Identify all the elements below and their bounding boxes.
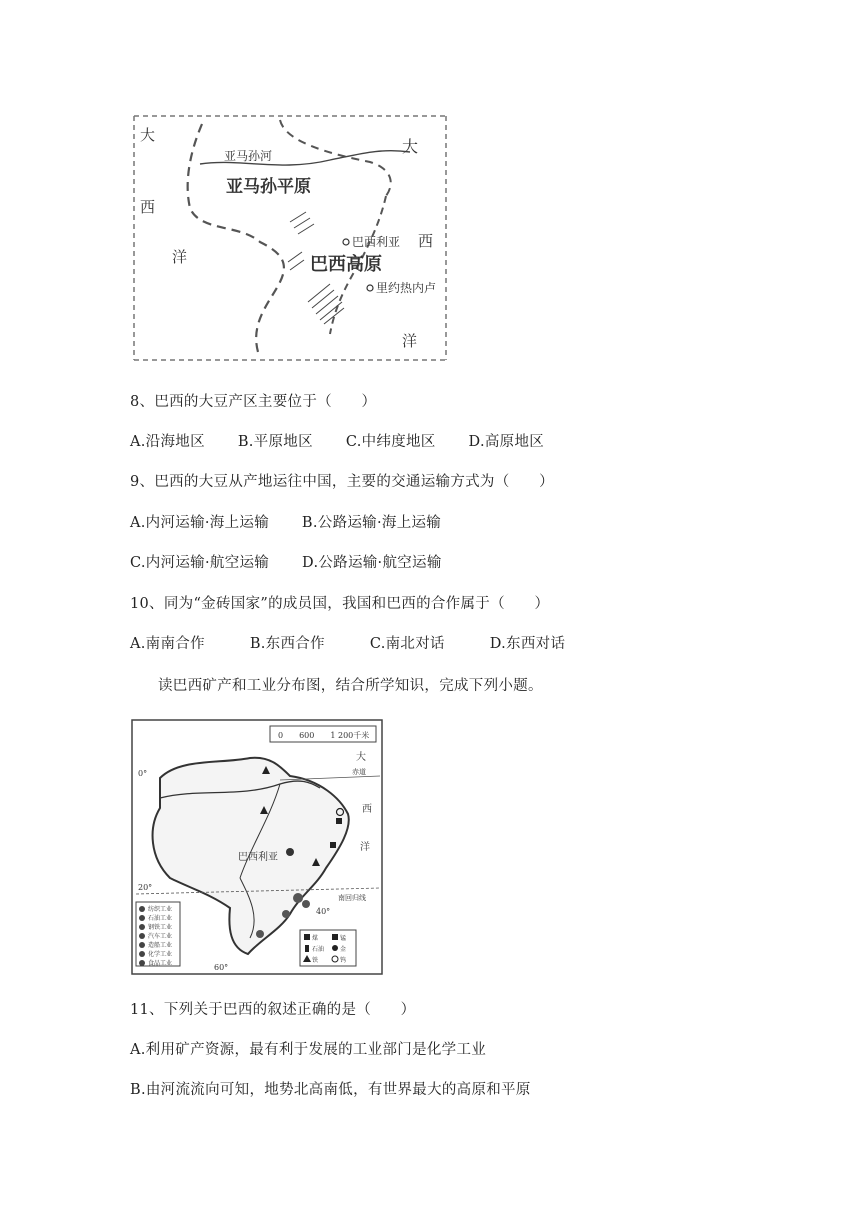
question-9-stem: 9、巴西的大豆从产地运往中国，主要的交通运输方式为（ ） — [130, 474, 554, 490]
legend-industry-3: 汽车工业 — [148, 933, 173, 940]
question-10-options — [130, 634, 593, 654]
label-rio: 里约热内卢 — [376, 281, 437, 295]
ocean-label-2: 西 — [362, 804, 372, 815]
option-8b[interactable]: B.平原地区 — [237, 434, 313, 450]
legend-industry-5: 化学工业 — [148, 951, 173, 958]
brazil-terrain-map — [130, 112, 450, 364]
brasilia-label: 巴西利亚 — [238, 852, 278, 863]
equator-label: 赤道 — [352, 768, 366, 776]
legend-mineral-2: 石油 — [312, 946, 325, 953]
label-amazon-plain: 亚马孙平原 — [226, 177, 311, 197]
tropic-label: 南回归线 — [338, 894, 366, 902]
label-atlantic-right-3: 洋 — [402, 332, 418, 350]
legend-mineral-5: 钨 — [340, 957, 347, 964]
legend-mineral-1: 锰 — [340, 935, 347, 942]
option-8a[interactable]: A.沿海地区 — [130, 434, 205, 450]
question-8-stem: 8、巴西的大豆产区主要位于（ ） — [130, 394, 377, 410]
legend-mineral-3: 金 — [340, 946, 347, 953]
ocean-label-3: 洋 — [360, 842, 370, 853]
section-intro: 读巴西矿产和工业分布图，结合所学知识，完成下列小题。 — [158, 678, 543, 694]
option-10c[interactable]: C.南北对话 — [369, 636, 445, 652]
option-9c[interactable]: C.内河运输·航空运输 — [130, 555, 270, 571]
option-9b[interactable]: B.公路运输·海上运输 — [301, 515, 442, 531]
ocean-label-1: 大 — [356, 752, 366, 763]
lat-0-label: 0° — [138, 769, 148, 778]
legend-industry-0: 纺织工业 — [148, 906, 173, 913]
legend-industry-2: 钢铁工业 — [148, 924, 173, 931]
lon-40-label: 40° — [316, 907, 331, 916]
option-10a[interactable]: A.南南合作 — [130, 636, 205, 652]
option-11a[interactable]: A.利用矿产资源，最有利于发展的工业部门是化学工业 — [130, 1042, 487, 1058]
option-8c[interactable]: C.中纬度地区 — [345, 434, 436, 450]
label-brasilia: 巴西利亚 — [352, 235, 401, 249]
scale-bar: 0 600 1 200千米 — [278, 731, 370, 740]
label-atlantic-right-2: 西 — [418, 232, 434, 250]
label-atlantic-right-1: 大 — [402, 137, 419, 156]
question-10-stem: 10、同为“金砖国家”的成员国，我国和巴西的合作属于（ ） — [130, 596, 550, 612]
label-amazon-river: 亚马孙河 — [224, 149, 273, 163]
option-9d[interactable]: D.公路运输·航空运输 — [302, 555, 442, 571]
option-11b[interactable]: B.由河流流向可知，地势北高南低，有世界最大的高原和平原 — [130, 1082, 531, 1098]
legend-industry-6: 食品工业 — [148, 960, 173, 967]
question-11-stem: 11、下列关于巴西的叙述正确的是（ ） — [130, 1002, 416, 1018]
option-10b[interactable]: B.东西合作 — [249, 636, 325, 652]
label-atlantic-left-2: 西 — [140, 198, 156, 216]
brazil-minerals-industry-map — [130, 718, 384, 976]
lat-20-label: 20° — [138, 883, 153, 892]
option-9a[interactable]: A.内河运输·海上运输 — [130, 515, 269, 531]
option-8d[interactable]: D.高原地区 — [468, 434, 545, 450]
question-9-options-row2 — [130, 553, 470, 573]
legend-industry-1: 石油工业 — [148, 915, 173, 922]
label-atlantic-left-3: 洋 — [172, 248, 188, 266]
label-brazil-plateau: 巴西高原 — [310, 254, 382, 275]
lon-60-label: 60° — [214, 963, 229, 972]
question-9-options-row1 — [130, 513, 469, 533]
legend-mineral-4: 铁 — [312, 957, 319, 964]
question-8-options — [130, 432, 572, 452]
legend-industry-4: 造船工业 — [148, 942, 173, 949]
label-atlantic-left-1: 大 — [140, 126, 156, 144]
legend-mineral-0: 煤 — [312, 935, 319, 942]
option-10d[interactable]: D.东西对话 — [489, 636, 566, 652]
